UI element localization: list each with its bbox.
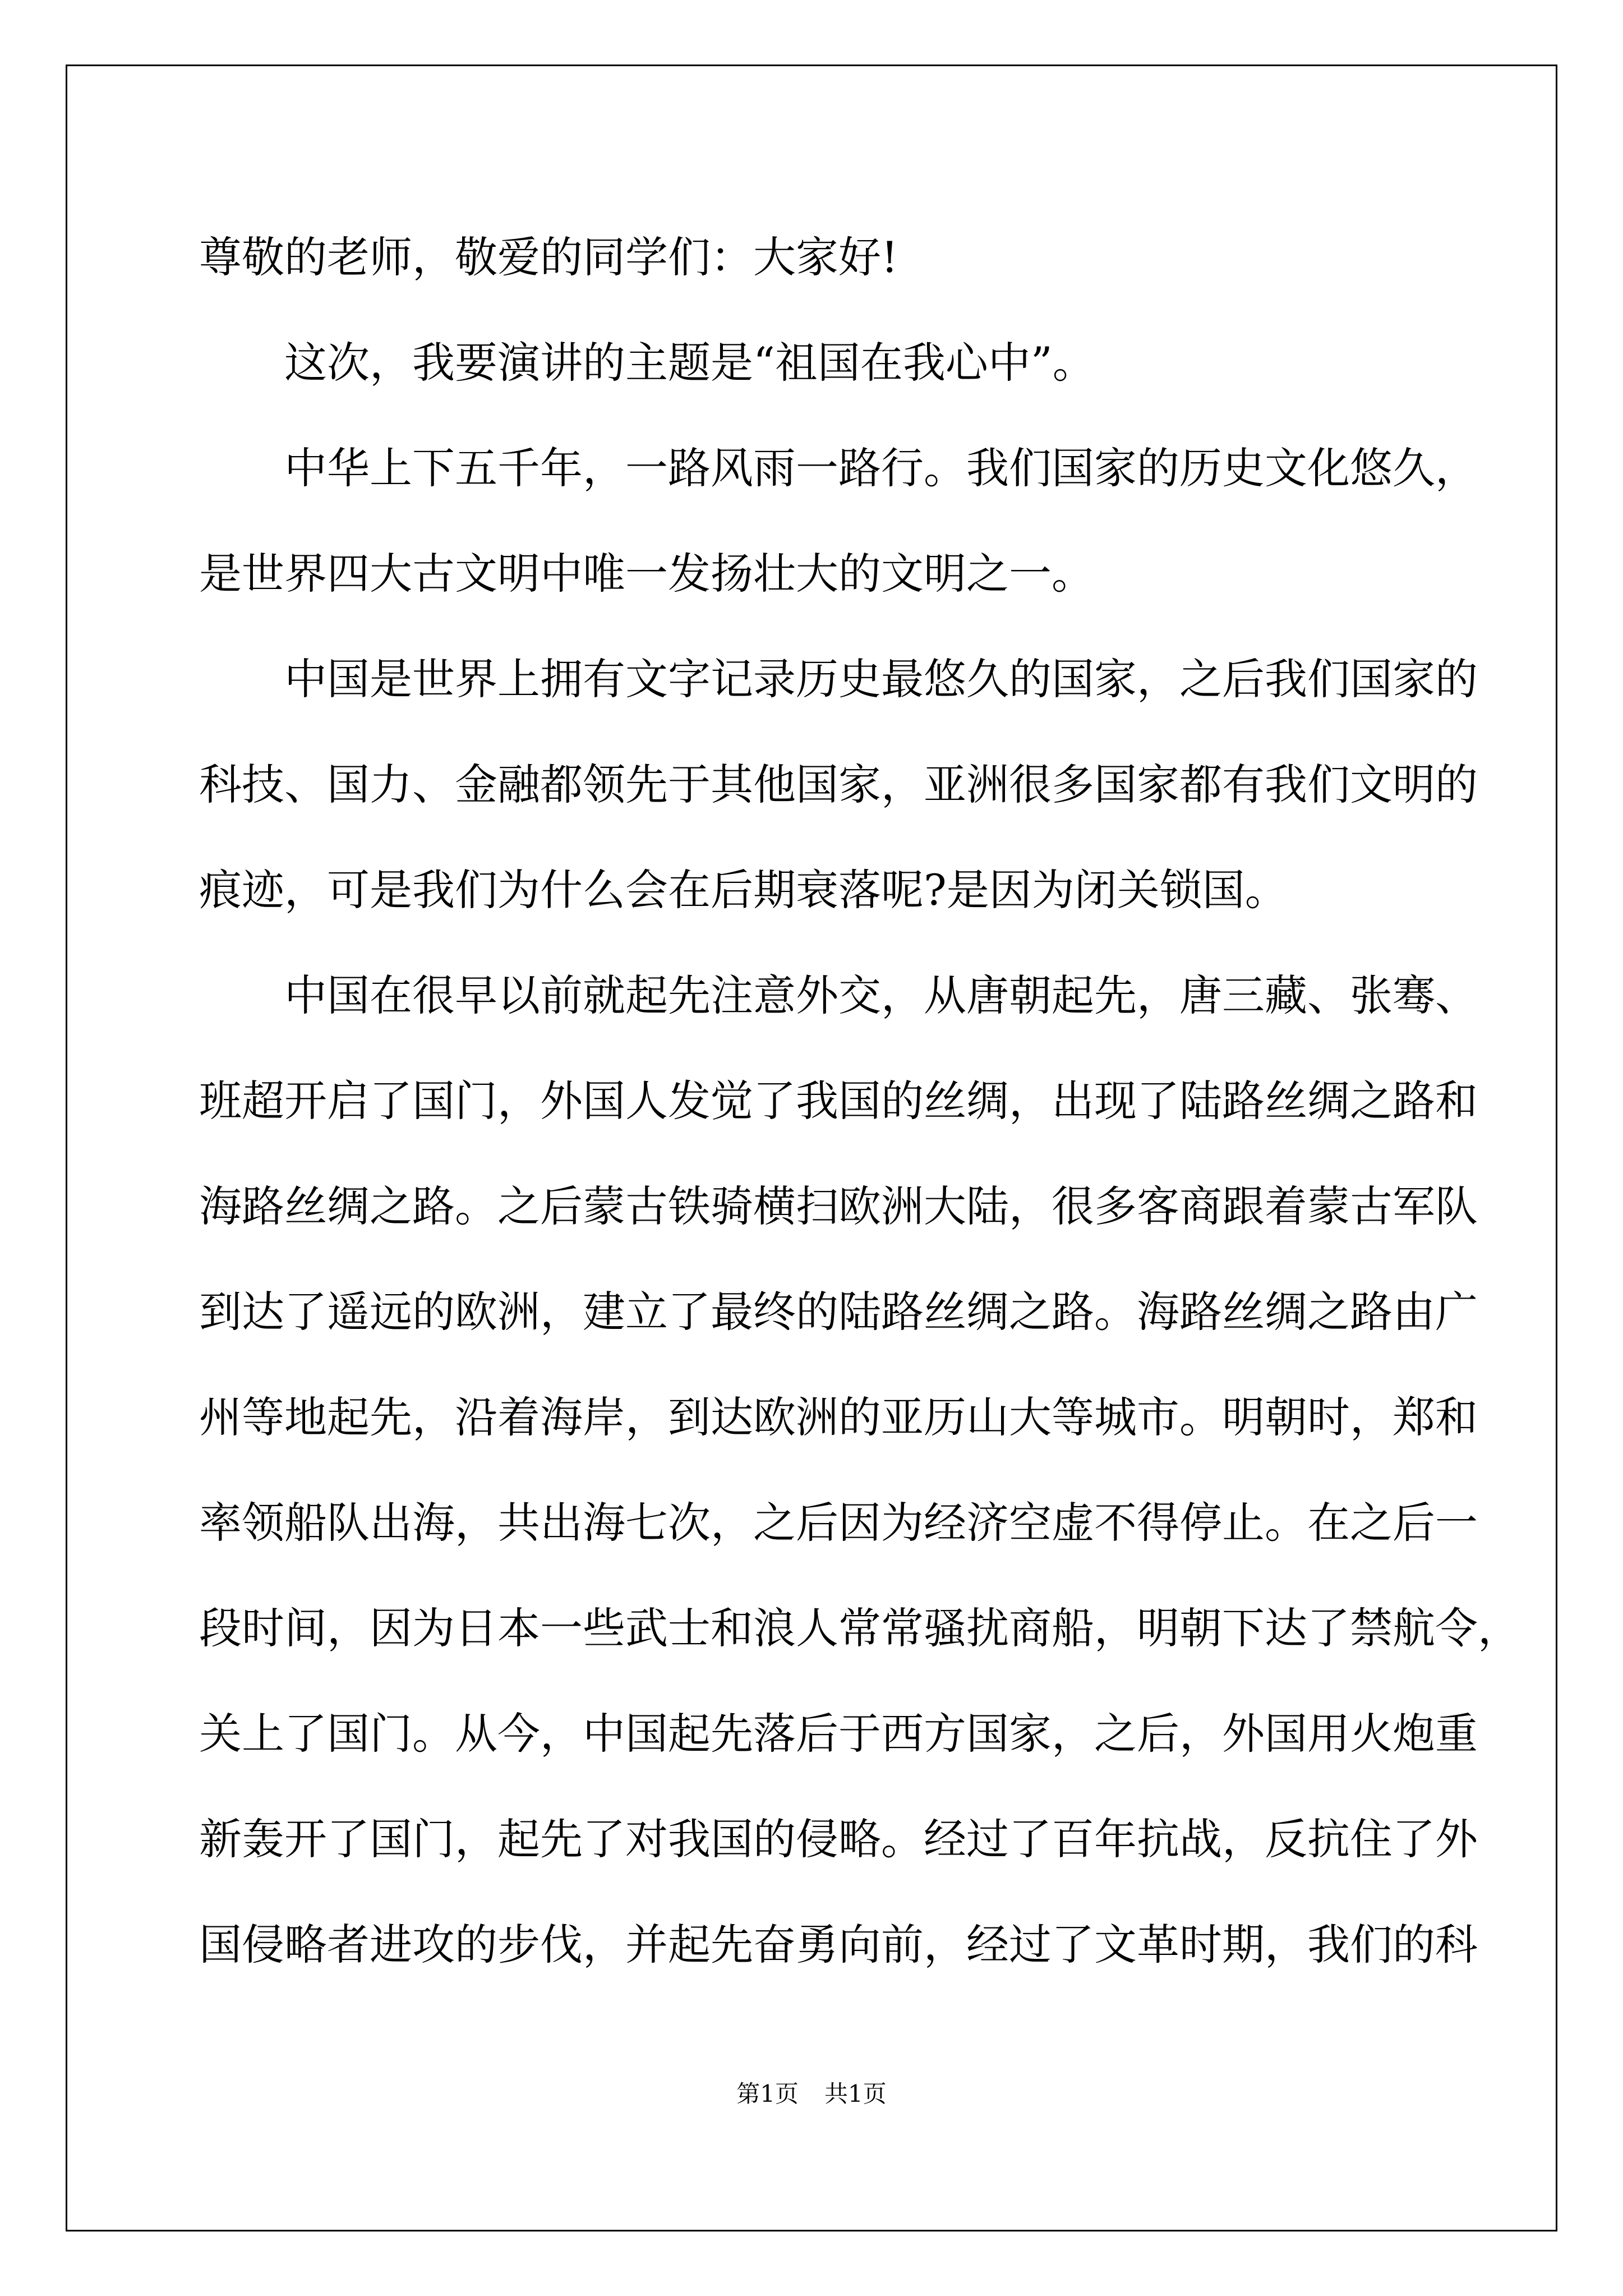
text-line bbox=[199, 1470, 1478, 1576]
text-line bbox=[199, 205, 1436, 310]
line-text: 痕迹，可是我们为什么会在后期衰落呢?是因为闭关锁国。 bbox=[199, 865, 1288, 915]
line-text: 海路丝绸之路。之后蒙古铁骑横扫欧洲大陆，很多客商跟着蒙古军队 bbox=[199, 1181, 1478, 1231]
text-line bbox=[199, 1259, 1478, 1365]
document-body bbox=[199, 205, 1520, 1998]
page-footer bbox=[0, 2076, 1623, 2109]
text-line bbox=[199, 1154, 1478, 1259]
text-line bbox=[199, 838, 1436, 943]
line-text: 关上了国门。从今，中国起先落后于西方国家，之后，外国用火炮重 bbox=[199, 1709, 1478, 1759]
text-line bbox=[199, 1365, 1478, 1470]
line-text: 班超开启了国门，外国人发觉了我国的丝绸，出现了陆路丝绸之路和 bbox=[199, 1076, 1478, 1126]
page-number: 第1页 bbox=[736, 2080, 799, 2108]
text-line bbox=[199, 943, 1478, 1048]
line-text: 中国是世界上拥有文字记录历史最悠久的国家，之后我们国家的 bbox=[284, 654, 1478, 704]
line-text: 段时间，因为日本一些武士和浪人常常骚扰商船，明朝下达了禁航令， bbox=[199, 1603, 1520, 1653]
text-line bbox=[199, 1892, 1478, 1998]
line-text: 尊敬的老师，敬爱的同学们：大家好! bbox=[199, 232, 898, 282]
line-text: 科技、国力、金融都领先于其他国家，亚洲很多国家都有我们文明的 bbox=[199, 760, 1478, 809]
line-text: 这次，我要演讲的主题是“祖国在我心中”。 bbox=[284, 338, 1095, 388]
text-line bbox=[199, 1681, 1478, 1787]
text-line bbox=[199, 521, 1436, 627]
line-text: 率领船队出海，共出海七次，之后因为经济空虚不得停止。在之后一 bbox=[199, 1498, 1478, 1548]
page-total: 共1页 bbox=[824, 2080, 887, 2108]
line-text: 国侵略者进攻的步伐，并起先奋勇向前，经过了文革时期，我们的科 bbox=[199, 1920, 1478, 1970]
line-text: 是世界四大古文明中唯一发扬壮大的文明之一。 bbox=[199, 549, 1094, 599]
text-line bbox=[199, 310, 1436, 416]
text-line bbox=[199, 416, 1478, 521]
line-text: 州等地起先，沿着海岸，到达欧洲的亚历山大等城市。明朝时，郑和 bbox=[199, 1392, 1478, 1442]
text-line bbox=[199, 1048, 1478, 1154]
text-line bbox=[199, 627, 1478, 732]
line-text: 到达了遥远的欧洲，建立了最终的陆路丝绸之路。海路丝绸之路由广 bbox=[199, 1287, 1478, 1337]
text-line bbox=[199, 1576, 1520, 1681]
text-line bbox=[199, 732, 1478, 838]
text-line bbox=[199, 1787, 1478, 1892]
line-text: 中华上下五千年，一路风雨一路行。我们国家的历史文化悠久， bbox=[284, 443, 1478, 493]
line-text: 中国在很早以前就起先注意外交，从唐朝起先，唐三藏、张骞、 bbox=[284, 970, 1478, 1020]
line-text: 新轰开了国门，起先了对我国的侵略。经过了百年抗战，反抗住了外 bbox=[199, 1814, 1478, 1864]
